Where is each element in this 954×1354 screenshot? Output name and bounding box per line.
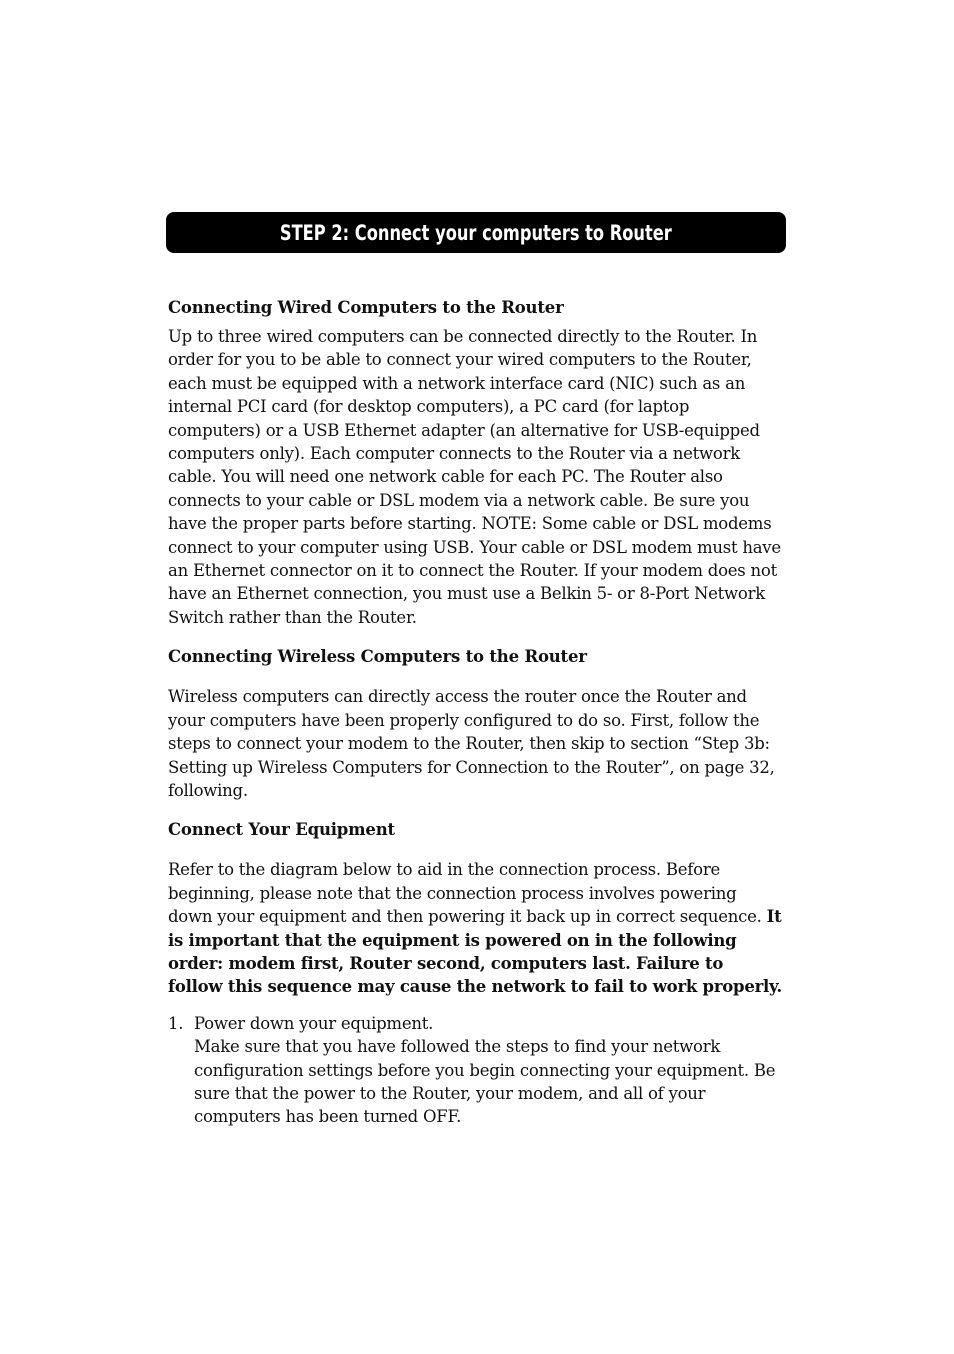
step-number: 1.	[168, 1013, 184, 1033]
step-title-text: Power down your equipment.	[194, 1013, 434, 1033]
equipment-heading: Connect Your Equipment	[168, 820, 395, 840]
manual-content	[168, 296, 782, 1129]
step-title: STEP 2: Connect your computers to Router	[280, 220, 672, 245]
step-body	[194, 1012, 782, 1129]
step-detail: Make sure that you have followed the steps to find your network configuration settings before you begin connecting your equipment. Be sure that the power to the Router, your modem, and all of your computers has been turned OFF.	[194, 1037, 776, 1127]
equipment-body	[168, 858, 782, 998]
steps-list	[168, 1012, 782, 1129]
wireless-body: Wireless computers can directly access the router once the Router and your computers have been properly configured to do so. First, follow the steps to connect your modem to the Router, then skip to section “Step 3b: Setting up Wireless Computers for Connection to the Router”, on page 32, following.	[168, 687, 775, 800]
equipment-warning: It is important that the equipment is powered on in the following order: modem first, Router second, computers last. Failure to follow this sequence may cause the network to fail to work properly.	[168, 907, 782, 997]
step-banner	[166, 212, 786, 253]
list-item	[168, 1012, 782, 1129]
wired-body: Up to three wired computers can be connected directly to the Router. In order for you to be able to connect your wired computers to the Router, each must be equipped with a network interface card (NIC) such as an internal PCI card (for desktop computers), a PC card (for laptop computers) or a USB Ethernet adapter (an alternative for USB-equipped computers only). Each computer connects to the Router via a network cable. You will need one network cable for each PC. The Router also connects to your cable or DSL modem via a network cable. Be sure you have the proper parts before starting. NOTE: Some cable or DSL modems connect to your computer using USB. Your cable or DSL modem must have an Ethernet connector on it to connect the Router. If your modem does not have an Ethernet connection, you must use a Belkin 5- or 8-Port Network Switch rather than the Router.	[168, 327, 781, 627]
equipment-body-text: Refer to the diagram below to aid in the connection process. Before beginning, please note that the connection process involves powering down your equipment and then powering it back up in correct sequence.	[168, 860, 762, 927]
wireless-heading: Connecting Wireless Computers to the Router	[168, 647, 587, 667]
wired-heading: Connecting Wired Computers to the Router	[168, 298, 564, 317]
